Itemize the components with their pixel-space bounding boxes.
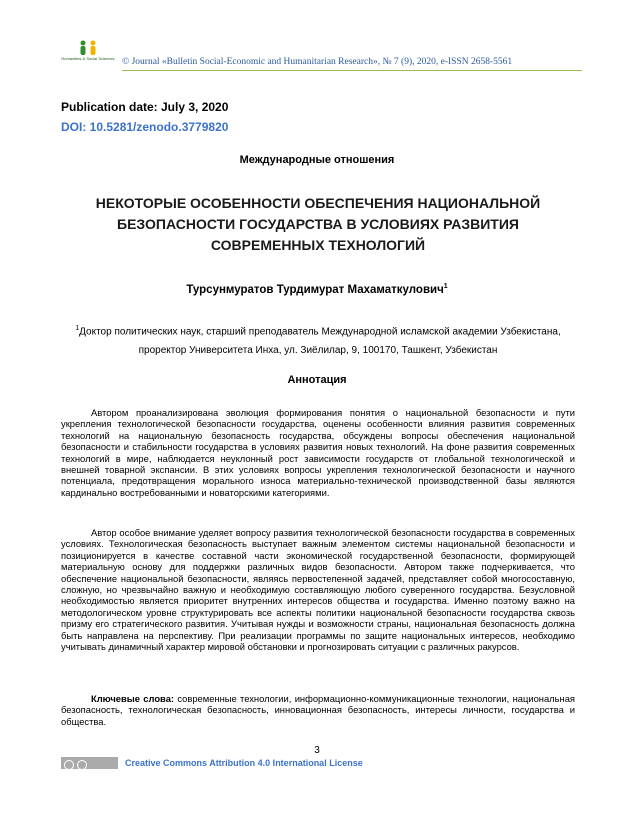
keywords-label: Ключевые слова:	[91, 693, 175, 704]
author-line	[0, 283, 634, 296]
affiliation-superscript: 1	[75, 325, 80, 332]
section-heading: Международные отношения	[239, 154, 395, 166]
doi-link[interactable]: DOI: 10.5281/zenodo.3779820	[61, 120, 229, 134]
page-number: 3	[314, 745, 320, 756]
article-title: НЕКОТОРЫЕ ОСОБЕННОСТИ ОБЕСПЕЧЕНИЯ НАЦИОНАЛЬНОЙ БЕЗОПАСНОСТИ ГОСУДАРСТВА В УСЛОВИЯХ РАЗВИТИЯ СОВРЕМЕННЫХ ТЕХНОЛОГИЙ	[95, 195, 541, 253]
publication-date: Publication date: July 3, 2020	[61, 100, 229, 114]
people-icon	[76, 40, 100, 56]
journal-logo	[60, 40, 116, 70]
abstract-heading: Аннотация	[287, 374, 347, 386]
affiliation-text: Доктор политических наук, старший преподаватель Международной исламской академии Узбекистана, проректор Университета Инха, ул. Зиёлилар, 9, 100170, Ташкент, Узбекистан	[79, 326, 561, 357]
author-name: Турсунмуратов Турдимурат Махаматкулович	[186, 283, 444, 296]
abstract-paragraph: Автор особое внимание уделяет вопросу развития технологической безопасности государства в современных условиях. Технологическая безопасность выступает важным элементом системы национальной безопасности и позиционируется в качестве составной части экономической государственной безопасности, формирующей материальную основу для поддержки различных видов безопасности. Автором также подчеркивается, что обеспечение национальной безопасности, являясь первостепенной задачей, представляет собой многосоставную, сложную, но чрезвычайно важную и необходимую составляющую любого суверенного государства. Безусловной необходимостью является приоритет внутренних интересов общества и государства. Именно поэтому важно на методологическом уровне структурировать все аспекты политики национальной безопасности государства сквозь призму его стратегического развития. Учитывая нужды и возможности страны, национальная безопасность должна быть направлена на перспективу. При реализации программы по защите национальных интересов, необходимо учитывать динамичный характер мировой обстановки и прогнозировать ситуации с различных ракурсов.	[61, 527, 575, 653]
keywords	[61, 693, 575, 727]
abstract-paragraph: Автором проанализирована эволюция формирования понятия о национальной безопасности и пути укрепления технологической безопасности государства, оценены особенности влияния развития современных технологий на национальную безопасность государства, обсуждены вопросы обеспечения национальной безопасности и стабильности государства в условиях развития новых технологий. На фоне развития современных технологий в мире, наблюдается неуклонный рост зависимости государств от глобальной технологической и внешней товарной экспансии. В этих условиях вопросы укрепления технологической безопасности и научного потенциала, предотвращения морального износа материально-технической производственной базы являются кардинально востребованными и новаторскими категориями.	[61, 407, 575, 498]
header-divider	[122, 70, 582, 71]
keywords-text: современные технологии, информационно-коммуникационные технологии, национальная безопасность, технологическая безопасность, инновационная безопасность, интересы личности, государства и общества.	[61, 693, 575, 727]
journal-citation: © Journal «Bulletin Social-Economic and Humanitarian Research», № 7 (9), 2020, e-ISSN 2658-5561	[122, 57, 513, 67]
logo-text: Humanities & Social Sciences	[61, 56, 115, 61]
page-header	[60, 40, 580, 72]
cc-by-badge-icon[interactable]	[61, 757, 118, 769]
author-superscript: 1	[443, 283, 448, 290]
affiliation	[60, 319, 576, 360]
license-link[interactable]: Creative Commons Attribution 4.0 International License	[125, 758, 363, 768]
